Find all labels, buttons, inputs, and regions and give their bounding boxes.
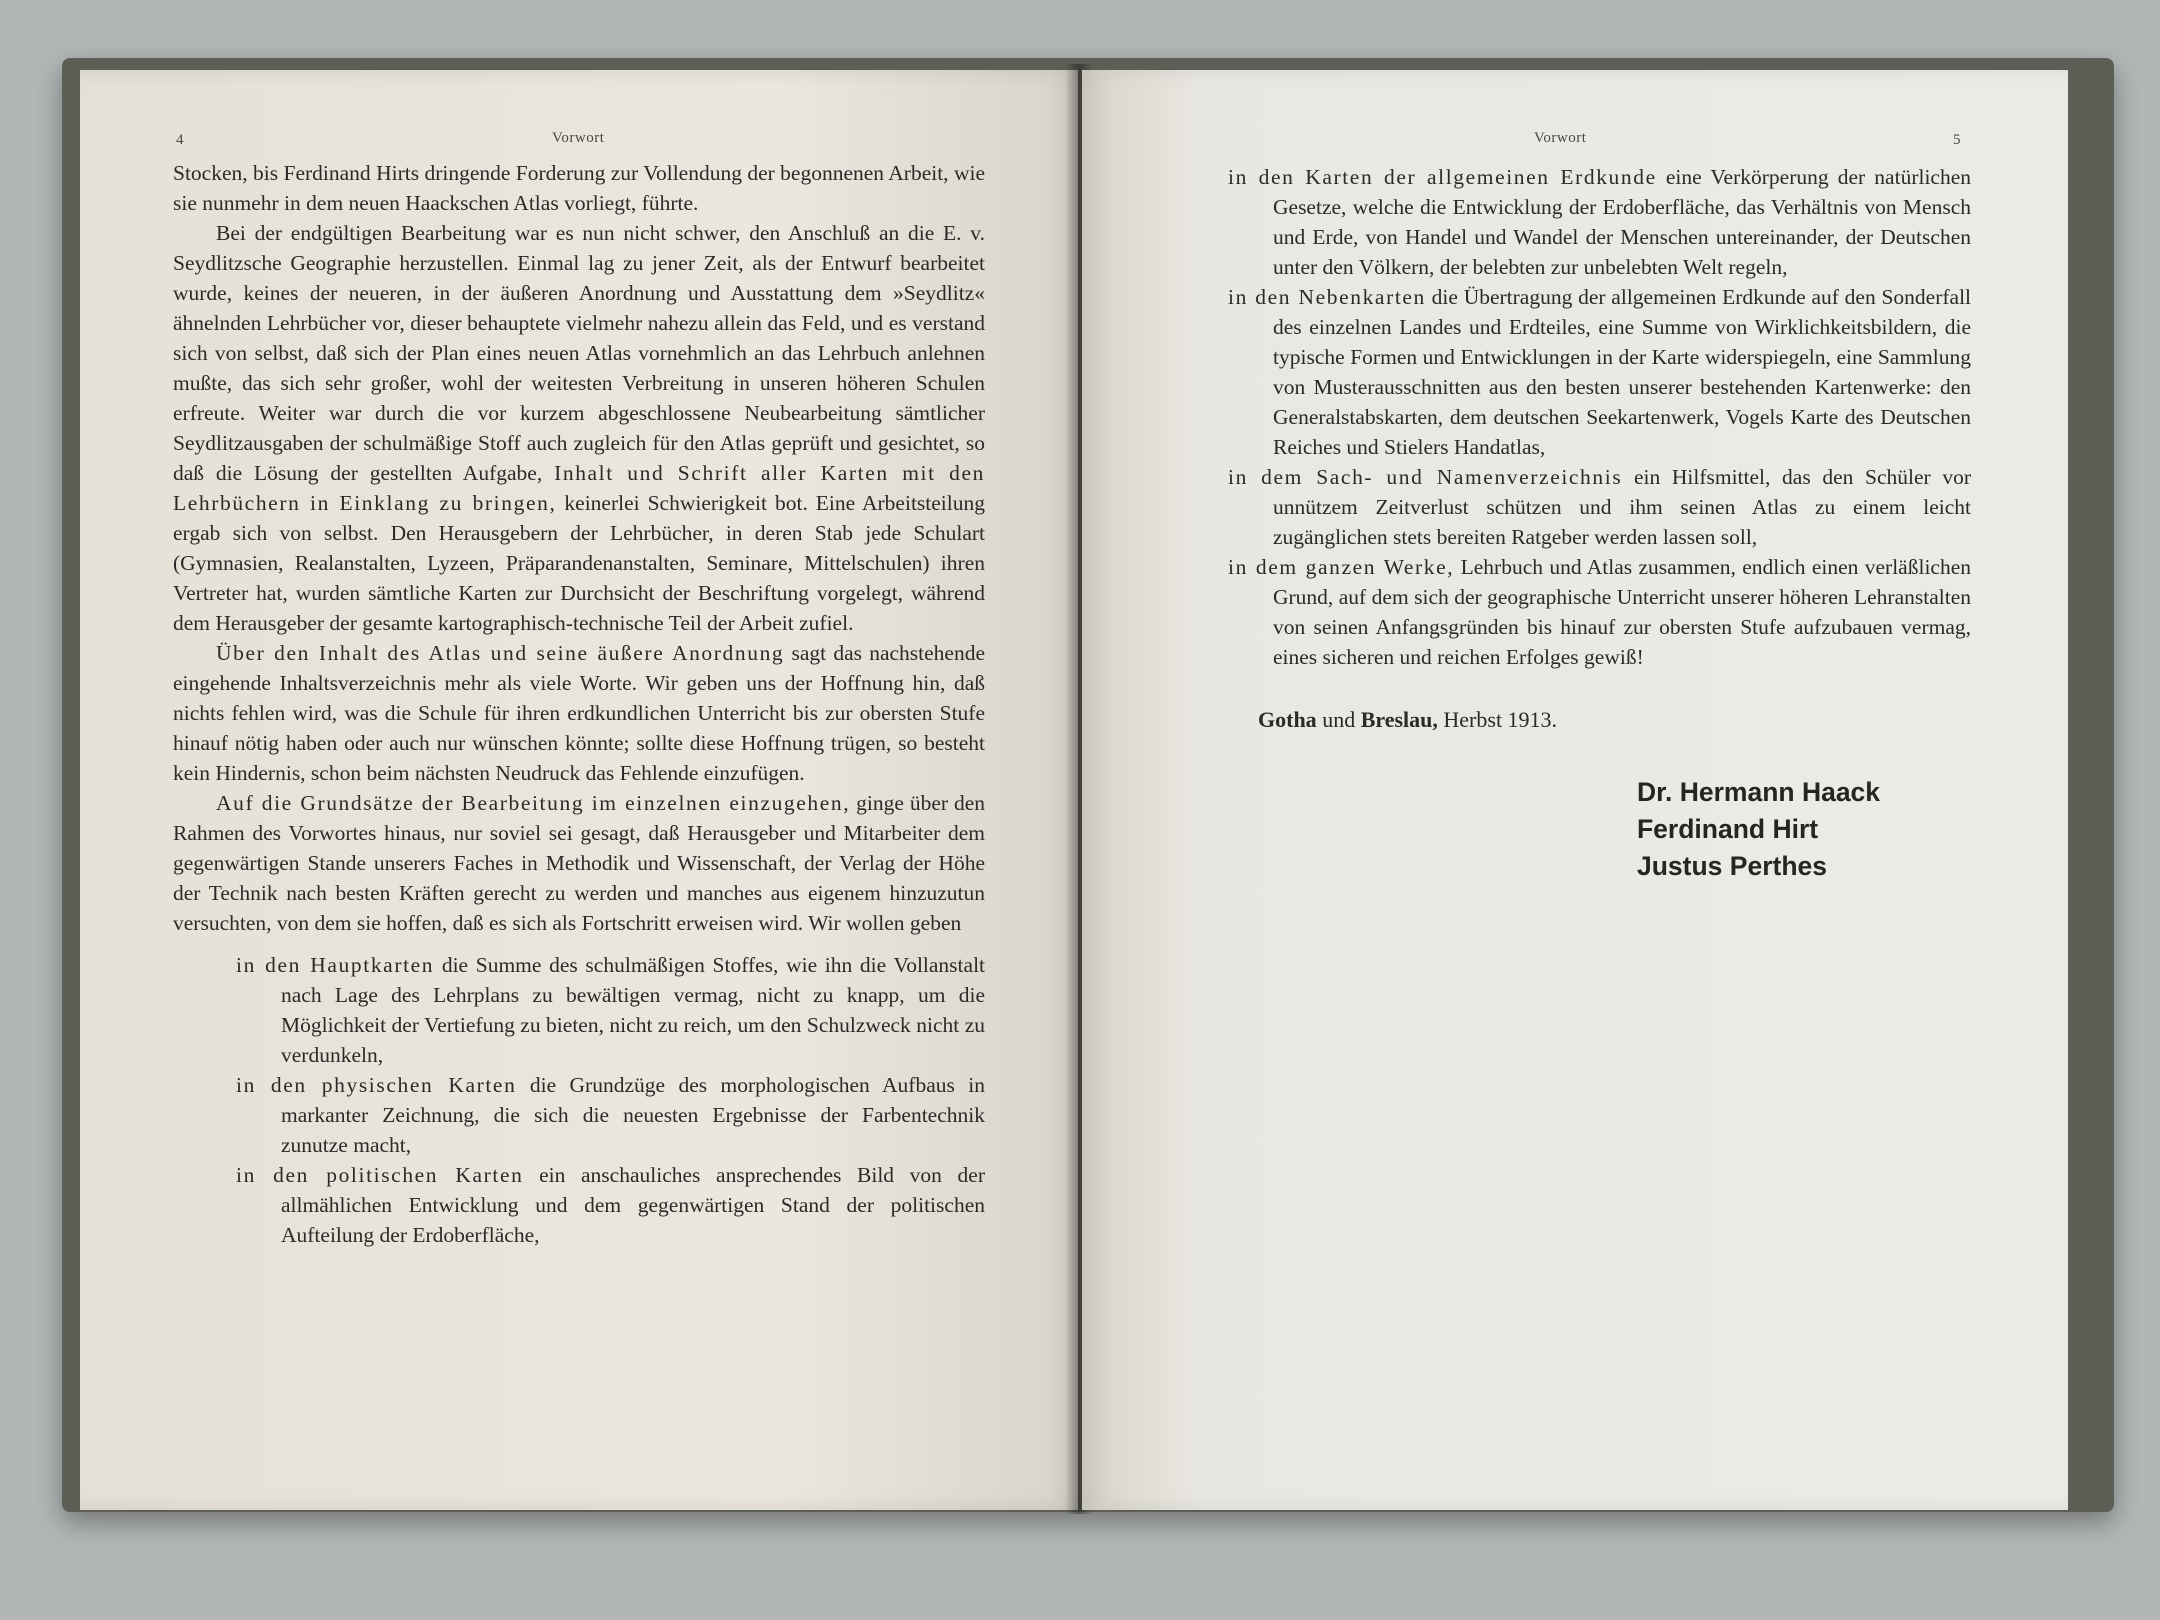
running-head-left: Vorwort [552,130,605,146]
paragraph: Stocken, bis Ferdinand Hirts dringende Forderung zur Vollendung der begonnenen Arbeit, wie sie nunmehr in dem neuen Haackschen Atlas vorliegt, führte. [173,161,985,215]
page-number-right: 5 [1953,132,1961,148]
signature-perthes: Justus Perthes [1637,851,1827,881]
goal-list-continued [1228,162,1971,672]
paragraph: Über den Inhalt des Atlas und seine äußere Anordnung sagt das nachstehende eingehende Inhaltsverzeichnis mehr als viele Worte. Wir geben uns der Hoffnung hin, daß nichts fehlen wird, was die Schule für ihren erdkundlichen Unterricht bis zur obersten Stufe hinauf nötig haben oder auch nur wünschen könnte; sollte diese Hoffnung trügen, so besteht kein Hindernis, schon beim nächsten Neudruck das Fehlende einzufügen. [173,641,985,785]
signature-block [1637,774,1880,885]
left-body-text [173,158,985,1250]
list-item: in dem Sach- und Namenverzeichnis ein Hilfsmittel, das den Schüler vor unnützem Zeitverlust schützen und ihm seinen Atlas zu einem leicht zugänglichen stets bereiten Ratgeber werden lassen soll, [1228,465,1972,549]
page-number-left: 4 [176,132,184,148]
list-item: in den Nebenkarten die Übertragung der allgemeinen Erdkunde auf den Sonderfall des einzelnen Landes und Erdteiles, eine Summe von Wirklichkeitsbildern, die typische Formen und Entwicklungen in der Karte widerspiegeln, eine Sammlung von Musterausschnitten aus den besten unserer bestehenden Kartenwerke: den Generalstabskarten, dem deutschen Seekartenwerk, Vogels Karte des Deutschen Reiches und Stielers Handatlas, [1228,285,1972,459]
right-page [1082,70,2068,1510]
signature-haack: Dr. Hermann Haack [1637,777,1881,807]
spaced-emphasis: Auf die Grundsätze der Bearbeitung im einzelnen einzugehen, [216,791,851,815]
place-and-date: Gotha und Breslau, Herbst 1913. [1258,707,1558,732]
list-item: in den politischen Karten ein anschauliches ansprechendes Bild von der allmählichen Entwicklung und dem gegenwärtigen Stand der politischen Aufteilung der Erdoberfläche, [236,1163,985,1247]
list-item: in den physischen Karten die Grundzüge des morphologischen Aufbaus in markanter Zeichnung, die sich die neuesten Ergebnisse der Farbentechnik zunutze macht, [236,1073,985,1157]
right-body-text [1228,162,1971,735]
running-head-right: Vorwort [1534,130,1587,146]
paragraph: Bei der endgültigen Bearbeitung war es nun nicht schwer, den Anschluß an die E. v. Seydlitzsche Geographie herzustellen. Einmal lag zu jener Zeit, als der Entwurf bearbeitet wurde, keines der neueren, in der äußeren Anordnung und Ausstattung dem »Seydlitz« ähnelnden Lehrbücher vor, dieser behauptete vielmehr nahezu allein das Feld, und es verstand sich von selbst, daß sich der Plan eines neuen Atlas vornehmlich an das Lehrbuch anlehnen mußte, das sich sehr großer, wohl der weitesten Verbreitung in unseren höheren Schulen erfreute. Weiter war durch die vor kurzem abgeschlossene Neubearbeitung sämtlicher Seydlitzausgaben der schulmäßige Stoff auch zugleich für den Atlas geprüft und gesichtet, so daß die Lösung der gestellten Aufgabe, Inhalt und Schrift aller Karten mit den Lehrbüchern in Einklang zu bringen, keinerlei Schwierigkeit bot. Eine Arbeitsteilung ergab sich von selbst. Den Herausgebern der Lehrbücher, in deren Stab jede Schulart (Gymnasien, Realanstalten, Lyzeen, Präparandenanstalten, Seminare, Mittelschulen) ihren Vertreter hat, wurden sämtliche Karten zur Durchsicht der Beschriftung vorgelegt, während dem Herausgeber der gesamte kartographisch-technische Teil der Arbeit zufiel. [173,221,985,635]
signature-hirt: Ferdinand Hirt [1637,814,1819,844]
list-item: in den Karten der allgemeinen Erdkunde eine Verkörperung der natürlichen Gesetze, welche die Entwicklung der Erdoberfläche, das Verhältnis von Mensch und Erde, von Handel und Wandel der Menschen untereinander, der Deutschen unter den Völkern, der belebten zur unbelebten Welt regeln, [1228,165,1972,279]
spaced-emphasis: Über den Inhalt des Atlas und seine äußere Anordnung [216,641,785,665]
list-item: in dem ganzen Werke, Lehrbuch und Atlas zusammen, endlich einen verläßlichen Grund, auf dem sich der geographische Unterricht unserer höheren Lehranstalten von seinen Anfangsgründen bis hinauf zur obersten Stufe aufzubauen vermag, eines sicheren und reichen Erfolges gewiß! [1228,555,1971,669]
paragraph: Auf die Grundsätze der Bearbeitung im einzelnen einzugehen, ginge über den Rahmen des Vorwortes hinaus, nur soviel sei gesagt, daß Herausgeber und Mitarbeiter dem gegenwärtigen Stande unserers Faches in Methodik und Wissenschaft, der Verlag der Höhe der Technik nach besten Kräften gerecht zu werden und manches aus eigenem hinzuzutun versuchten, von dem sie hoffen, daß es sich als Fortschritt erweisen wird. Wir wollen geben [173,791,986,935]
spaced-emphasis: Inhalt und Schrift aller Karten mit den Lehrbüchern in Einklang zu bringen, [173,461,985,515]
list-item: in den Hauptkarten die Summe des schulmäßigen Stoffes, wie ihn die Vollanstalt nach Lage des Lehrplans zu bewältigen vermag, nicht zu knapp, um die Möglichkeit der Vertiefung zu bieten, nicht zu reich, um den Schulzweck nicht zu verdunkeln, [236,953,986,1067]
left-page [80,70,1078,1510]
goal-list [173,950,985,1250]
